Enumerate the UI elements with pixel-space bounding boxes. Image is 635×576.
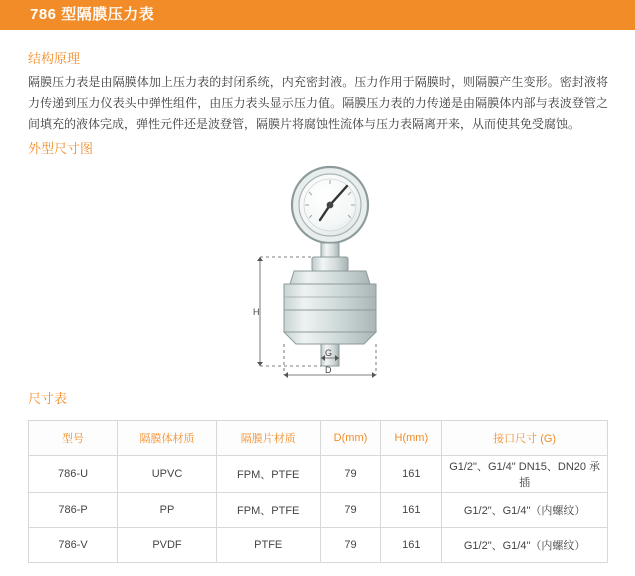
cell-d: 79 bbox=[320, 528, 381, 563]
table-header-d: D(mm) bbox=[320, 421, 381, 456]
cell-body: PP bbox=[118, 493, 217, 528]
cell-model: 786-P bbox=[29, 493, 118, 528]
section-title-drawing: 外型尺寸图 bbox=[28, 141, 94, 156]
pressure-gauge-icon bbox=[292, 167, 368, 243]
dimension-g-label: G bbox=[325, 348, 333, 358]
cell-body: UPVC bbox=[118, 456, 217, 493]
table-header-connection: 接口尺寸 (G) bbox=[442, 421, 608, 456]
cell-diaphragm: FPM、PTFE bbox=[216, 493, 320, 528]
table-header-body: 隔膜体材质 bbox=[118, 421, 217, 456]
table-header-h: H(mm) bbox=[381, 421, 442, 456]
cell-connection: G1/2"、G1/4"（内螺纹） bbox=[442, 528, 608, 563]
cell-d: 79 bbox=[320, 493, 381, 528]
dimension-h-label: H bbox=[253, 307, 260, 317]
cell-body: PVDF bbox=[118, 528, 217, 563]
cell-model: 786-U bbox=[29, 456, 118, 493]
specification-table bbox=[28, 420, 608, 563]
cell-connection: G1/2"、G1/4"（内螺纹） bbox=[442, 493, 608, 528]
table-header-row bbox=[29, 421, 608, 456]
header-accent-block bbox=[0, 0, 22, 30]
cell-diaphragm: PTFE bbox=[216, 528, 320, 563]
cell-model: 786-V bbox=[29, 528, 118, 563]
dimension-d-label: D bbox=[325, 365, 332, 375]
cell-d: 79 bbox=[320, 456, 381, 493]
dimension-drawing bbox=[220, 160, 450, 390]
cell-diaphragm: FPM、PTFE bbox=[216, 456, 320, 493]
table-row bbox=[29, 493, 608, 528]
table-header-model: 型号 bbox=[29, 421, 118, 456]
principle-paragraph: 隔膜压力表是由隔膜体加上压力表的封闭系统，内充密封液。压力作用于隔膜时，则隔膜产生变形。密封液将力传递到压力仪表头中弹性组件，由压力表头显示压力值。隔膜压力表的力传递是由隔膜体内部与表波登管之间填充的液体完成，弹性元件还是波登管，隔膜片将腐蚀性流体与压力表隔离开来，从而使其免受腐蚀。 bbox=[28, 75, 608, 131]
table-row bbox=[29, 528, 608, 563]
cell-connection: G1/2"、G1/4" DN15、DN20 承插 bbox=[442, 456, 608, 493]
cell-h: 161 bbox=[381, 493, 442, 528]
table-row bbox=[29, 456, 608, 493]
cell-h: 161 bbox=[381, 528, 442, 563]
cell-h: 161 bbox=[381, 456, 442, 493]
page-title: 786 型隔膜压力表 bbox=[30, 6, 155, 23]
section-title-table: 尺寸表 bbox=[28, 391, 68, 406]
table-header-diaphragm: 隔膜片材质 bbox=[216, 421, 320, 456]
page-header bbox=[0, 0, 635, 30]
section-title-principle: 结构原理 bbox=[28, 51, 81, 66]
